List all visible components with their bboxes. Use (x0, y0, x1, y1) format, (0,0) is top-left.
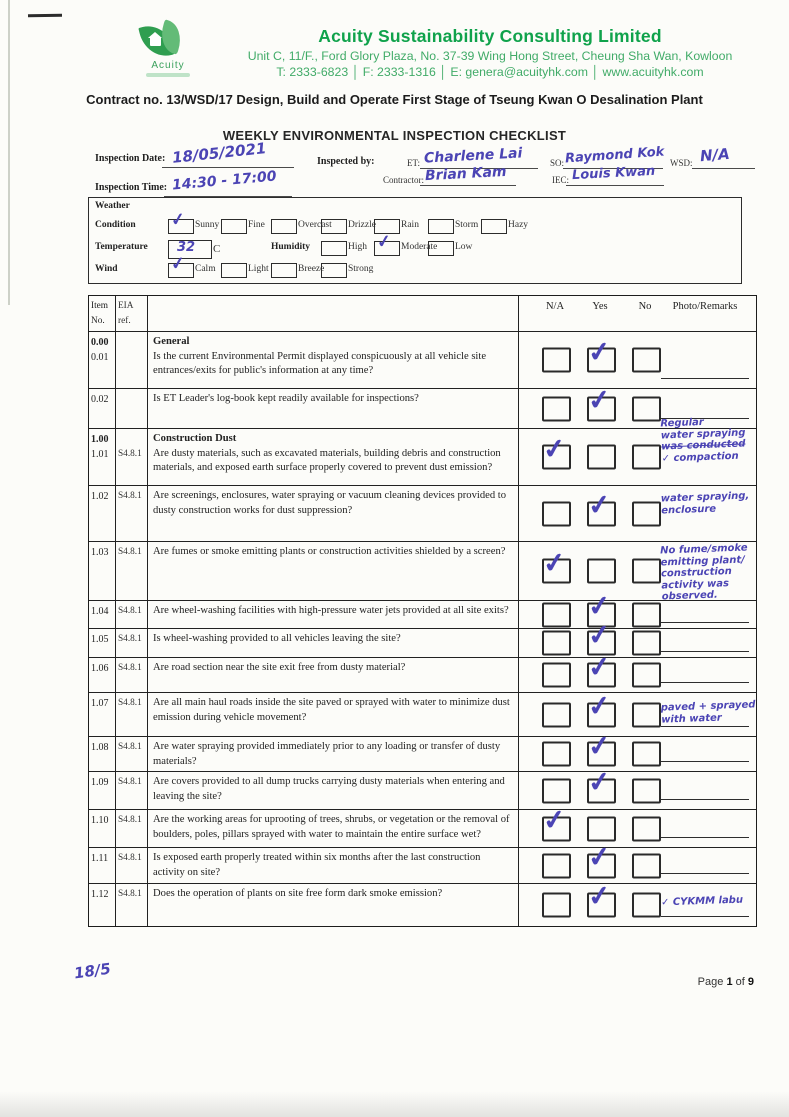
handwritten-check-icon: ✓ (586, 335, 613, 368)
remark-line (661, 681, 749, 683)
yes-checkbox (587, 663, 616, 688)
question-text: Are the working areas for uprooting of trees, shrubs, or vegetation or the removal of boulders, poles, pillars sprayed with water to maintain the entire surface wet? (148, 810, 519, 847)
inspected-by-label: Inspected by: (317, 156, 375, 167)
answer-cell (519, 689, 756, 736)
handwritten-remark: ✓ CYKMM labu (660, 894, 744, 909)
remark-line (661, 760, 749, 762)
answer-cell (519, 840, 756, 883)
no-checkbox (632, 663, 661, 688)
handwritten-check-icon: ✓ (586, 840, 613, 874)
remark-line (661, 836, 749, 838)
handwritten-remark: water spraying, enclosure (660, 490, 750, 517)
handwritten-check-icon: ✓ (586, 765, 613, 799)
handwritten-check-icon: ✓ (169, 209, 187, 230)
checklist-row-1.07 (89, 689, 756, 737)
wind-label: Wind (95, 264, 118, 274)
checkbox (321, 241, 347, 256)
weather-section (88, 197, 742, 284)
answer-cell (519, 332, 756, 388)
item-number: 1.09 (89, 772, 116, 809)
handwritten-check-icon: ✓ (586, 650, 613, 683)
answer-cell (519, 765, 756, 809)
so-value: Raymond Kok (564, 144, 665, 167)
handwritten-remark: Regular water spraying was conducted ✓ compaction (660, 416, 746, 464)
iec-value: Louis Kwan (571, 163, 656, 184)
header-remarks: Photo/Remarks (672, 301, 738, 312)
na-checkbox (542, 702, 571, 727)
inspection-time-value: 14:30 - 17:00 (171, 168, 278, 194)
yes-checkbox (587, 778, 616, 803)
checklist-row-1.04 (89, 589, 756, 629)
item-number: 0.02 (89, 389, 116, 428)
no-checkbox (632, 348, 661, 373)
wsd-value: N/A (699, 144, 731, 166)
contractor-value: Brian Kam (424, 163, 507, 185)
company-address: Unit C, 11/F., Ford Glory Plaza, No. 37-39 Wing Hong Street, Cheung Sha Wan, Kowloon (247, 49, 733, 63)
inspection-date-value: 18/05/2021 (171, 139, 268, 167)
eia-ref: S4.8.1 (116, 810, 148, 847)
eia-ref: S4.8.1 (116, 429, 148, 485)
checkbox-label: Light (248, 264, 269, 274)
checkbox (221, 219, 247, 234)
yes-checkbox (587, 893, 616, 918)
no-checkbox (632, 602, 661, 627)
checklist-row-1.08 (89, 729, 756, 772)
eia-ref: S4.8.1 (116, 629, 148, 657)
no-checkbox (632, 559, 661, 584)
checklist-row-1.05 (89, 618, 756, 658)
item-number: 1.10 (89, 810, 116, 847)
contractor-label: Contractor: (383, 175, 424, 185)
na-checkbox (542, 631, 571, 656)
checkbox-label: Strong (348, 264, 374, 274)
question-text: Is wheel-washing provided to all vehicles leaving the site? (148, 629, 519, 657)
checklist-row-0.01 (89, 332, 756, 389)
scan-artifact-dash (28, 14, 62, 18)
eia-ref: S4.8.1 (116, 772, 148, 809)
eia-ref: S4.8.1 (116, 848, 148, 883)
section-title: Construction Dust (153, 433, 237, 444)
header-yes: Yes (592, 301, 608, 312)
checkbox-label: Drizzle (348, 220, 376, 230)
company-name: Acuity Sustainability Consulting Limited (318, 26, 662, 46)
checklist-row-1.12 (89, 879, 756, 926)
checklist-row-1.06 (89, 650, 756, 693)
na-checkbox (542, 348, 571, 373)
remark-line (661, 377, 749, 379)
no-checkbox (632, 742, 661, 767)
yes-checkbox (587, 602, 616, 627)
remark-line (661, 798, 749, 800)
handwritten-check-icon: ✓ (169, 253, 187, 274)
so-label: SO: (550, 158, 565, 168)
question-text: Are road section near the site exit free from dusty material? (148, 658, 519, 692)
question-text: Are screenings, enclosures, water spraying or vacuum cleaning devices provided to dusty construction works for dust suppression? (148, 486, 519, 541)
humidity-label: Humidity (271, 242, 311, 252)
header-checks (519, 296, 756, 331)
temperature-label: Temperature (95, 242, 148, 252)
na-checkbox (542, 602, 571, 627)
question-text: Are covers provided to all dump trucks carrying dusty materials when entering and leaving the site? (148, 772, 519, 809)
page-number: Page 1 of 9 (697, 976, 754, 988)
remark-line (661, 650, 749, 652)
yes-checkbox (587, 501, 616, 526)
checkbox-label: Calm (195, 264, 216, 274)
company-header (205, 26, 775, 79)
no-checkbox (632, 816, 661, 841)
weather-title: Weather (95, 201, 130, 211)
yes-checkbox (587, 702, 616, 727)
answer-cell (519, 416, 756, 485)
inspection-time-label: Inspection Time: (95, 182, 168, 193)
handwritten-remark: No fume/smoke emitting plant/ construction activity was observed. (660, 542, 748, 603)
na-checkbox (542, 396, 571, 421)
logo-text: Acuity (151, 60, 185, 71)
company-contact: T: 2333-6823 │ F: 2333-1316 │ E: genera@acuityhk.com │ www.acuityhk.com (276, 65, 704, 79)
condition-label: Condition (95, 220, 136, 230)
no-checkbox (632, 396, 661, 421)
section-title: General (153, 336, 190, 347)
answer-cell (519, 618, 756, 657)
header-item: Item No. (89, 296, 116, 331)
handwritten-check-icon: ✓ (586, 729, 613, 762)
checkbox-label: Rain (401, 220, 419, 230)
remark-line (661, 872, 749, 874)
answer-cell (519, 486, 756, 541)
handwritten-check-icon: ✓ (541, 546, 568, 579)
checkbox-label: Low (455, 242, 473, 252)
checklist-table (88, 295, 757, 927)
eia-ref: S4.8.1 (116, 737, 148, 771)
checkbox-label: Breeze (298, 264, 325, 274)
item-number: 1.00 1.01 (89, 429, 116, 485)
handwritten-check-icon: ✓ (586, 589, 613, 623)
checkbox (428, 219, 454, 234)
question-text: Are all main haul roads inside the site paved or sprayed with water to minimize dust emission during vehicle movement? (148, 693, 519, 736)
handwritten-check-icon: ✓ (586, 488, 613, 522)
inspection-date-label: Inspection Date: (95, 153, 166, 164)
handwritten-check-icon: ✓ (586, 689, 613, 723)
yes-checkbox (587, 742, 616, 767)
item-number: 1.11 (89, 848, 116, 883)
no-checkbox (632, 778, 661, 803)
checkbox-label: Hazy (508, 220, 529, 230)
item-number: 1.03 (89, 542, 116, 600)
remark-line (661, 915, 749, 917)
question-text: General Is the current Environmental Permit displayed conspicuously at all vehicle site entrances/exits for public's information at any time? (148, 332, 519, 388)
item-number: 0.00 0.01 (89, 332, 116, 388)
answer-cell (519, 879, 756, 926)
checkbox-label: Fine (248, 220, 265, 230)
checklist-row-1.11 (89, 840, 756, 884)
na-checkbox (542, 893, 571, 918)
handwritten-remark: paved + sprayed with water (660, 699, 756, 726)
answer-cell (519, 650, 756, 692)
question-text: Construction Dust Are dusty materials, such as excavated materials, building debris and construction materials, and exposed earth surface properly covered to prevent dust emission? (148, 429, 519, 485)
checkbox (321, 219, 347, 234)
checkbox-label: Sunny (195, 220, 220, 230)
na-checkbox (542, 742, 571, 767)
scan-artifact-edge-line (8, 0, 10, 305)
checkbox (481, 219, 507, 234)
header-question (148, 296, 519, 331)
eia-ref: S4.8.1 (116, 542, 148, 600)
na-checkbox (542, 853, 571, 878)
answer-cell (519, 803, 756, 847)
handwritten-check-icon: ✓ (541, 432, 568, 465)
logo-tagline (146, 73, 190, 77)
handwritten-check-icon: ✓ (375, 231, 393, 252)
temperature-unit: C (213, 243, 221, 255)
item-number: 1.08 (89, 737, 116, 771)
yes-checkbox (587, 445, 616, 470)
checkbox (428, 241, 454, 256)
header-eia: EIA ref. (116, 296, 148, 331)
question-text: Is exposed earth properly treated within six months after the last construction activity on site? (148, 848, 519, 883)
answer-cell (519, 589, 756, 628)
checklist-row-1.01 (89, 416, 756, 486)
na-checkbox (542, 778, 571, 803)
checklist-row-1.09 (89, 765, 756, 810)
iec-line (566, 184, 664, 186)
header-na: N/A (545, 301, 565, 312)
form-title: WEEKLY ENVIRONMENTAL INSPECTION CHECKLIST (222, 128, 567, 143)
item-number: 1.04 (89, 601, 116, 628)
question-text: Are fumes or smoke emitting plants or construction activities shielded by a screen? (148, 542, 519, 600)
checklist-row-0.02 (89, 383, 756, 429)
checkbox-label: Storm (455, 220, 479, 230)
eia-ref (116, 332, 148, 388)
checkbox (271, 263, 297, 278)
na-checkbox (542, 501, 571, 526)
yes-checkbox (587, 816, 616, 841)
eia-ref: S4.8.1 (116, 601, 148, 628)
header-no: No (638, 301, 652, 312)
contract-line: Contract no. 13/WSD/17 Design, Build and Operate First Stage of Tseung Kwan O Desalination Plant (86, 92, 703, 107)
yes-checkbox (587, 853, 616, 878)
temperature-value: 32 (177, 240, 196, 255)
item-number: 1.06 (89, 658, 116, 692)
checkbox (271, 219, 297, 234)
checkbox (321, 263, 347, 278)
remark-line (661, 725, 749, 727)
eia-ref: S4.8.1 (116, 693, 148, 736)
no-checkbox (632, 631, 661, 656)
checklist-row-1.02 (89, 486, 756, 542)
wsd-line (692, 167, 755, 169)
item-number: 1.12 (89, 884, 116, 926)
contractor-line (420, 184, 516, 186)
na-checkbox (542, 445, 571, 470)
wsd-label: WSD: (670, 158, 693, 168)
na-checkbox (542, 816, 571, 841)
eia-ref (116, 389, 148, 428)
question-text: Are wheel-washing facilities with high-pressure water jets provided at all site exits? (148, 601, 519, 628)
iec-label: IEC: (552, 175, 569, 185)
na-checkbox (542, 559, 571, 584)
checkbox-label: Moderate (401, 242, 438, 252)
et-label: ET: (407, 158, 421, 168)
checklist-row-1.03 (89, 542, 756, 601)
handwritten-check-icon: ✓ (586, 879, 613, 913)
yes-checkbox (587, 348, 616, 373)
question-text: Are water spraying provided immediately prior to any loading or transfer of dusty materials? (148, 737, 519, 771)
no-checkbox (632, 501, 661, 526)
no-checkbox (632, 893, 661, 918)
logo-house-icon (150, 37, 161, 46)
checklist-row-1.10 (89, 803, 756, 848)
no-checkbox (632, 853, 661, 878)
remark-line (661, 621, 749, 623)
eia-ref: S4.8.1 (116, 884, 148, 926)
eia-ref: S4.8.1 (116, 486, 148, 541)
question-text: Does the operation of plants on site free form dark smoke emission? (148, 884, 519, 926)
checkbox-label: High (348, 242, 367, 252)
yes-checkbox (587, 396, 616, 421)
na-checkbox (542, 663, 571, 688)
checkbox (221, 263, 247, 278)
table-header-row (89, 296, 756, 332)
item-number: 1.07 (89, 693, 116, 736)
footer-hand-note: 18/5 (72, 959, 112, 983)
yes-checkbox (587, 631, 616, 656)
checkbox-label: Overcast (298, 220, 332, 230)
handwritten-check-icon: ✓ (586, 383, 613, 417)
question-text: Is ET Leader's log-book kept readily available for inspections? (148, 389, 519, 428)
item-number: 1.05 (89, 629, 116, 657)
no-checkbox (632, 445, 661, 470)
handwritten-check-icon: ✓ (586, 618, 613, 651)
answer-cell (519, 542, 756, 603)
no-checkbox (632, 702, 661, 727)
yes-checkbox (587, 559, 616, 584)
item-number: 1.02 (89, 486, 116, 541)
eia-ref: S4.8.1 (116, 658, 148, 692)
company-logo (136, 24, 200, 82)
handwritten-check-icon: ✓ (541, 803, 568, 837)
answer-cell (519, 729, 756, 771)
et-value: Charlene Lai (423, 145, 523, 167)
